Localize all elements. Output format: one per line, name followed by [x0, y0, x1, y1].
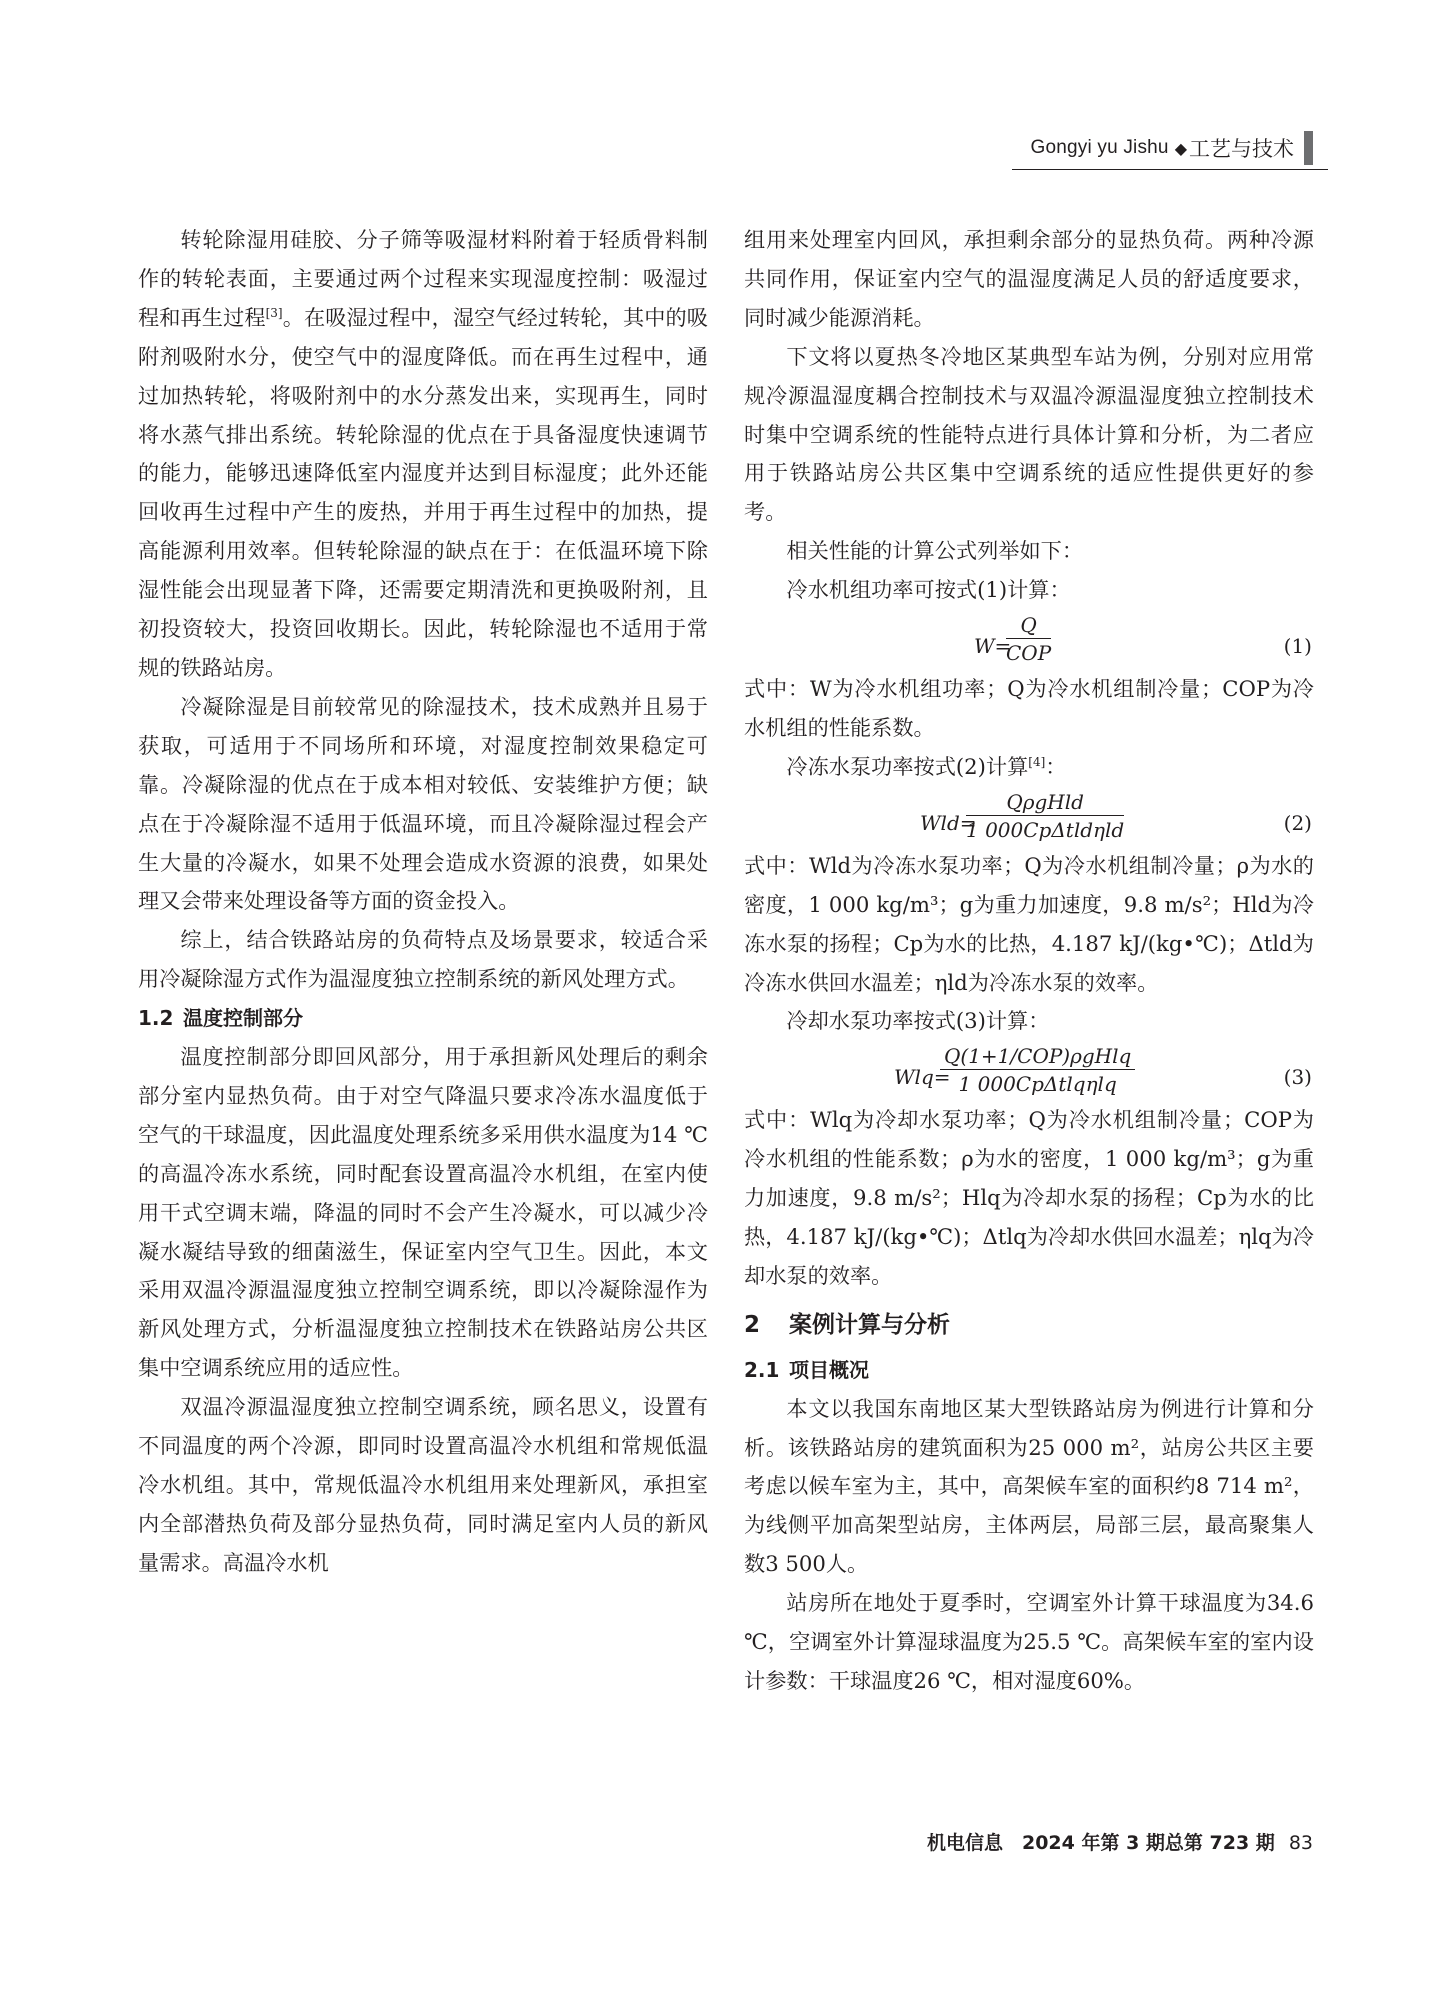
- paragraph: 站房所在地处于夏季时，空调室外计算干球温度为34.6 ℃，空调室外计算湿球温度为25.5 ℃。高架候车室的室内设计参数：干球温度26 ℃，相对湿度60%。: [744, 1590, 1314, 1693]
- equation-2: Wld= QρgHld 1 000CpΔtldηld (2): [920, 789, 1312, 842]
- paragraph: 综上，结合铁路站房的负荷特点及场景要求，较适合采用冷凝除湿方式作为温湿度独立控制系统的新风处理方式。: [138, 927, 708, 992]
- paragraph: 组用来处理室内回风，承担剩余部分的显热负荷。两种冷源共同作用，保证室内空气的温湿度满足人员的舒适度要求，同时减少能源消耗。: [744, 227, 1314, 330]
- paragraph: 相关性能的计算公式列举如下：: [786, 538, 1084, 564]
- journal-info: 机电信息 2024 年第 3 期总第 723 期: [926, 1832, 1275, 1854]
- paragraph: 转轮除湿用硅胶、分子筛等吸湿材料附着于轻质骨料制作的转轮表面，主要通过两个过程来实现湿度控制：吸湿过程和再生过程[3]。在吸湿过程中，湿空气经过转轮，其中的吸附剂吸附水分，使空气中的湿度降低。而在再生过程中，通过加热转轮，将吸附剂中的水分蒸发出来，实现再生，同时将水蒸气排出系统。转轮除湿的优点在于具备湿度快速调节的能力，能够迅速降低室内湿度并达到目标湿度；此外还能回收再生过程中产生的废热，并用于再生过程中的加热，提高能源利用效率。但转轮除湿的缺点在于：在低温环境下除湿性能会出现显著下降，还需要定期清洗和更换吸附剂，且初投资较大，投资回收期长。因此，转轮除湿也不适用于常规的铁路站房。: [138, 227, 708, 680]
- right-column: [744, 221, 1314, 1701]
- paragraph: 温度控制部分即回风部分，用于承担新风处理后的剩余部分室内显热负荷。由于对空气降温只要求冷冻水温度低于空气的干球温度，因此温度处理系统多采用供水温度为14 ℃的高温冷冻水系统，同时配套设置高温冷水机组，在室内使用干式空调末端，降温的同时不会产生冷凝水，可以减少冷凝水凝结导致的细菌滋生，保证室内空气卫生。因此，本文采用双温冷源温湿度独立控制空调系统，即以冷凝除湿作为新风处理方式，分析温湿度独立控制技术在铁路站房公共区集中空调系统应用的适应性。: [138, 1044, 708, 1381]
- column-title: 工艺与技术: [1189, 137, 1294, 161]
- page-number: 83: [1288, 1832, 1313, 1854]
- equation-description: 式中：Wlq为冷却水泵功率；Q为冷水机组制冷量；COP为冷水机组的性能系数；ρ为水的密度，1 000 kg/m³；g为重力加速度，9.8 m/s²；Hlq为冷却水泵的扬程；Cp为水的比热，4.187 kJ/(kg•℃)；Δtlq为冷却水供回水温差；ηlq为冷却水泵的效率。: [744, 1107, 1314, 1288]
- equation-description: 式中：W为冷水机组功率；Q为冷水机组制冷量；COP为冷水机组的性能系数。: [744, 676, 1314, 740]
- page-footer: [927, 1828, 1313, 1855]
- section-heading-2: 2 案例计算与分析: [744, 1311, 950, 1338]
- header-rule: [1012, 169, 1328, 170]
- citation: [3]: [265, 305, 283, 320]
- paragraph: 冷冻水泵功率按式(2)计算[4]：: [786, 753, 1067, 779]
- paragraph: 本文以我国东南地区某大型铁路站房为例进行计算和分析。该铁路站房的建筑面积为25 000 m²，站房公共区主要考虑以候车室为主，其中，高架候车室的面积约8 714 m²，为线侧平加高架型站房，主体两层，局部三层，最高聚集人数3 500人。: [744, 1395, 1314, 1577]
- equation-1: W= Q COP (1): [974, 613, 1312, 666]
- equation-description: 式中：Wld为冷冻水泵功率；Q为冷水机组制冷量；ρ为水的密度，1 000 kg/m³；g为重力加速度，9.8 m/s²；Hld为冷冻水泵的扬程；Cp为水的比热，4.187 kJ/(kg•℃)；Δtld为冷冻水供回水温差；ηld为冷冻水泵的效率。: [744, 852, 1314, 995]
- running-header: [1031, 128, 1314, 168]
- diamond-icon: ◆: [1174, 138, 1187, 158]
- paragraph: 冷却水泵功率按式(3)计算：: [786, 1008, 1050, 1034]
- paragraph: 冷水机组功率可按式(1)计算：: [786, 577, 1071, 603]
- paragraph: 双温冷源温湿度独立控制空调系统，顾名思义，设置有不同温度的两个冷源，即同时设置高温冷水机组和常规低温冷水机组。其中，常规低温冷水机组用来处理新风，承担室内全部潜热负荷及部分显热负荷，同时满足室内人员的新风量需求。高温冷水机: [138, 1394, 708, 1575]
- equation-3: Wlq= Q(1+1/COP)ρgHlq 1 000CpΔtlqηlq (3): [894, 1044, 1312, 1097]
- header-bar: [1304, 131, 1313, 165]
- left-column: [138, 221, 708, 1583]
- paragraph: 冷凝除湿是目前较常见的除湿技术，技术成熟并且易于获取，可适用于不同场所和环境，对湿度控制效果稳定可靠。冷凝除湿的优点在于成本相对较低、安装维护方便；缺点在于冷凝除湿不适用于低温环境，而且冷凝除湿过程会产生大量的冷凝水，如果不处理会造成水资源的浪费，如果处理又会带来处理设备等方面的资金投入。: [138, 693, 708, 914]
- section-heading-2-1: 2.1 项目概况: [744, 1357, 869, 1382]
- citation: [4]: [1028, 754, 1046, 769]
- column-pinyin: Gongyi yu Jishu: [1030, 137, 1169, 158]
- paragraph: 下文将以夏热冬冷地区某典型车站为例，分别对应用常规冷源温湿度耦合控制技术与双温冷源温湿度独立控制技术时集中空调系统的性能特点进行具体计算和分析，为二者应用于铁路站房公共区集中空调系统的适应性提供更好的参考。: [744, 343, 1314, 525]
- section-heading-1-2: 1.2 温度控制部分: [138, 1006, 303, 1031]
